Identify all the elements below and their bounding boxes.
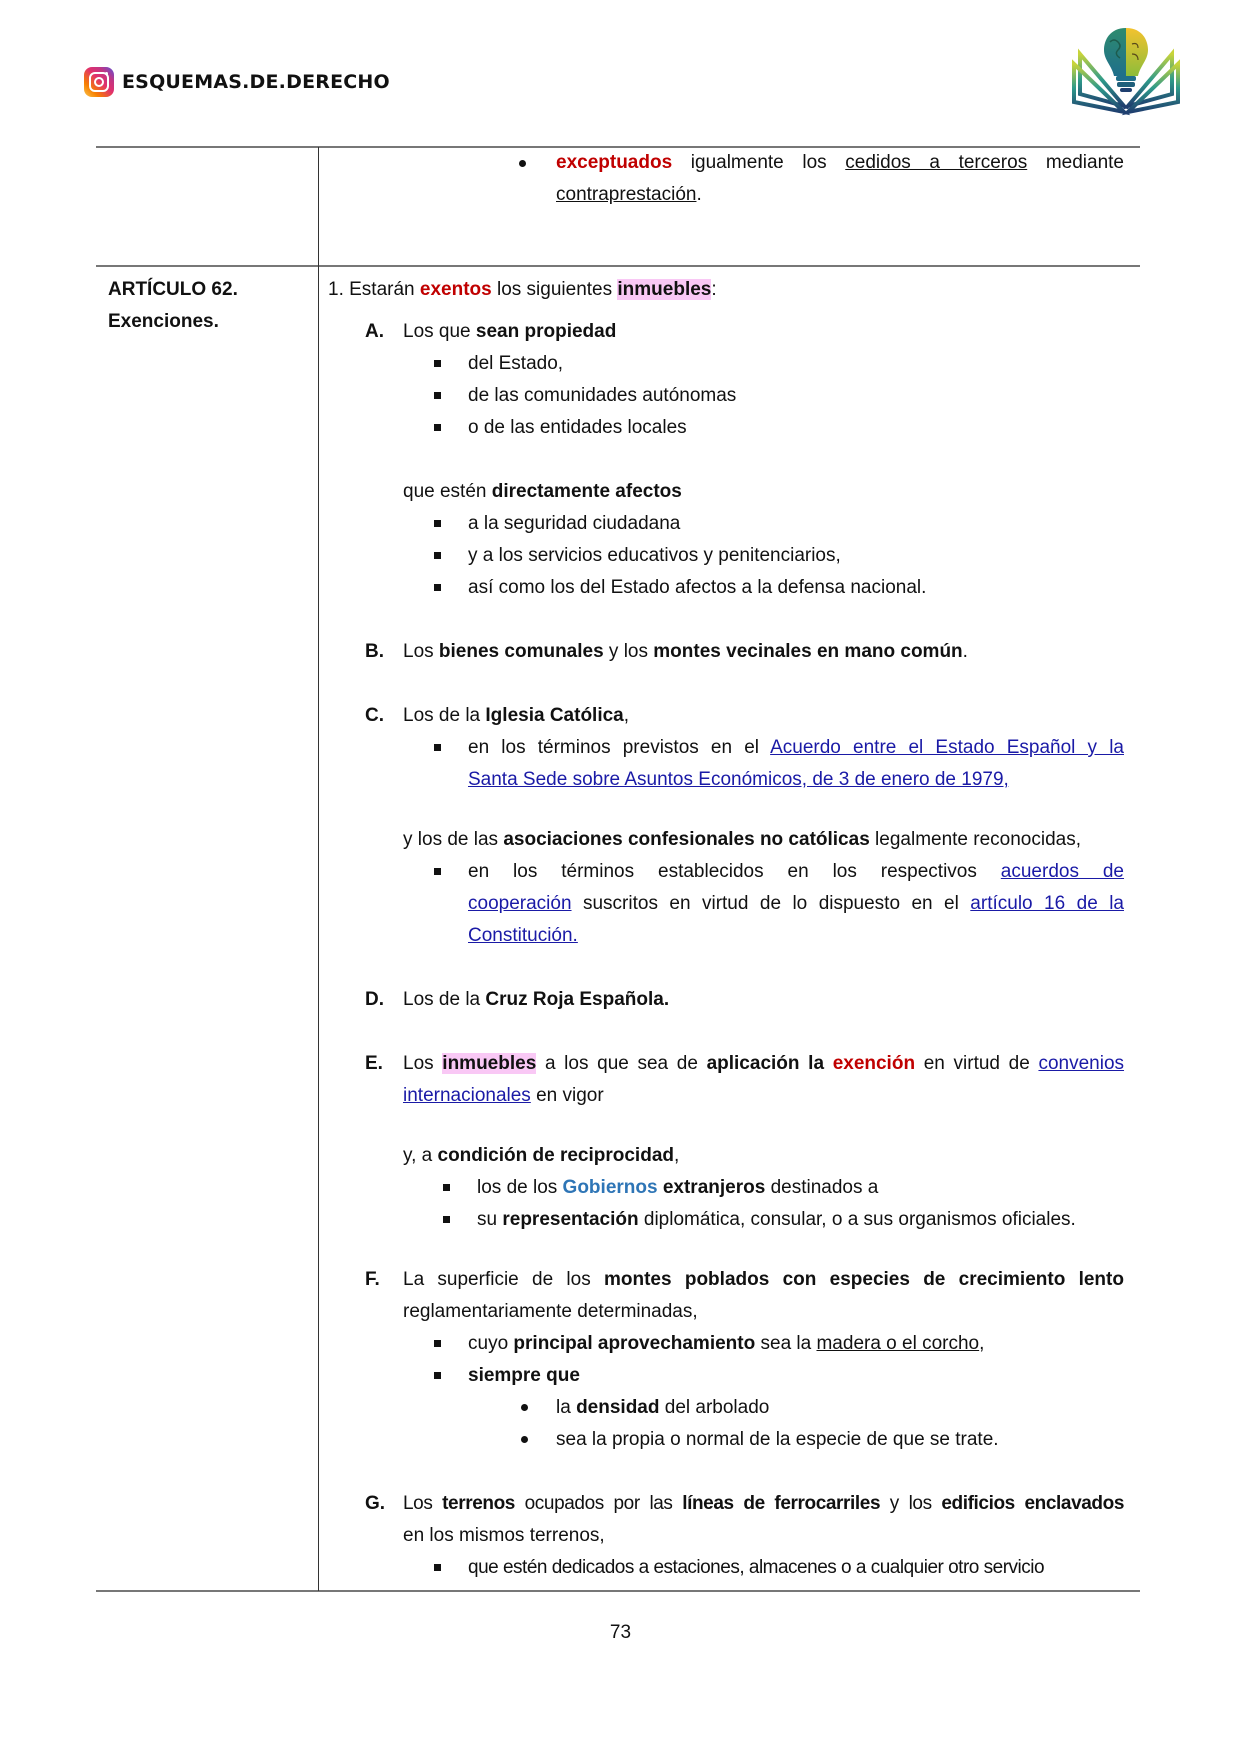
- bullet-dot-icon: [519, 160, 526, 167]
- table-rule-row-separator: [96, 265, 1140, 267]
- article-title: ARTÍCULO 62.: [108, 279, 238, 300]
- article-subtitle: Exenciones.: [108, 311, 219, 332]
- link-articulo-16-constitucion[interactable]: Constitución.: [468, 925, 578, 946]
- square-bullet-icon: [434, 868, 441, 875]
- table-column-divider: [318, 147, 319, 1591]
- square-bullet-icon: [434, 744, 441, 751]
- brand-name: ESQUEMAS.DE.DERECHO: [122, 71, 390, 93]
- square-bullet-icon: [443, 1184, 450, 1191]
- link-convenios-internacionales[interactable]: convenios: [1038, 1053, 1125, 1074]
- brain-lightbulb-book-logo: [1066, 24, 1186, 124]
- square-bullet-icon: [434, 1372, 441, 1379]
- square-bullet-icon: [434, 520, 441, 527]
- link-acuerdo-santa-sede[interactable]: Acuerdo entre el Estado Español y la: [770, 737, 1124, 758]
- page-number: 73: [609, 1622, 632, 1643]
- square-bullet-icon: [434, 552, 441, 559]
- instagram-icon: [84, 67, 114, 97]
- square-bullet-icon: [434, 1340, 441, 1347]
- link-acuerdos-cooperacion[interactable]: acuerdos de: [1000, 861, 1125, 882]
- link-articulo-16-constitucion[interactable]: artículo 16 de la: [970, 893, 1124, 914]
- square-bullet-icon: [443, 1216, 450, 1223]
- square-bullet-icon: [434, 424, 441, 431]
- square-bullet-icon: [434, 584, 441, 591]
- bullet-dot-icon: [521, 1436, 528, 1443]
- page-header: [84, 66, 390, 98]
- square-bullet-icon: [434, 392, 441, 399]
- square-bullet-icon: [434, 1564, 441, 1571]
- article-intro: 1. Estarán exentos los siguientes inmuebles:: [328, 279, 717, 300]
- square-bullet-icon: [434, 360, 441, 367]
- table-rule-bottom: [96, 1590, 1140, 1592]
- bullet-dot-icon: [521, 1404, 528, 1411]
- link-acuerdos-cooperacion[interactable]: cooperación: [468, 893, 572, 914]
- link-acuerdo-santa-sede[interactable]: Santa Sede sobre Asuntos Económicos, de 3 de enero de 1979,: [468, 769, 1009, 790]
- link-convenios-internacionales[interactable]: internacionales: [403, 1085, 531, 1106]
